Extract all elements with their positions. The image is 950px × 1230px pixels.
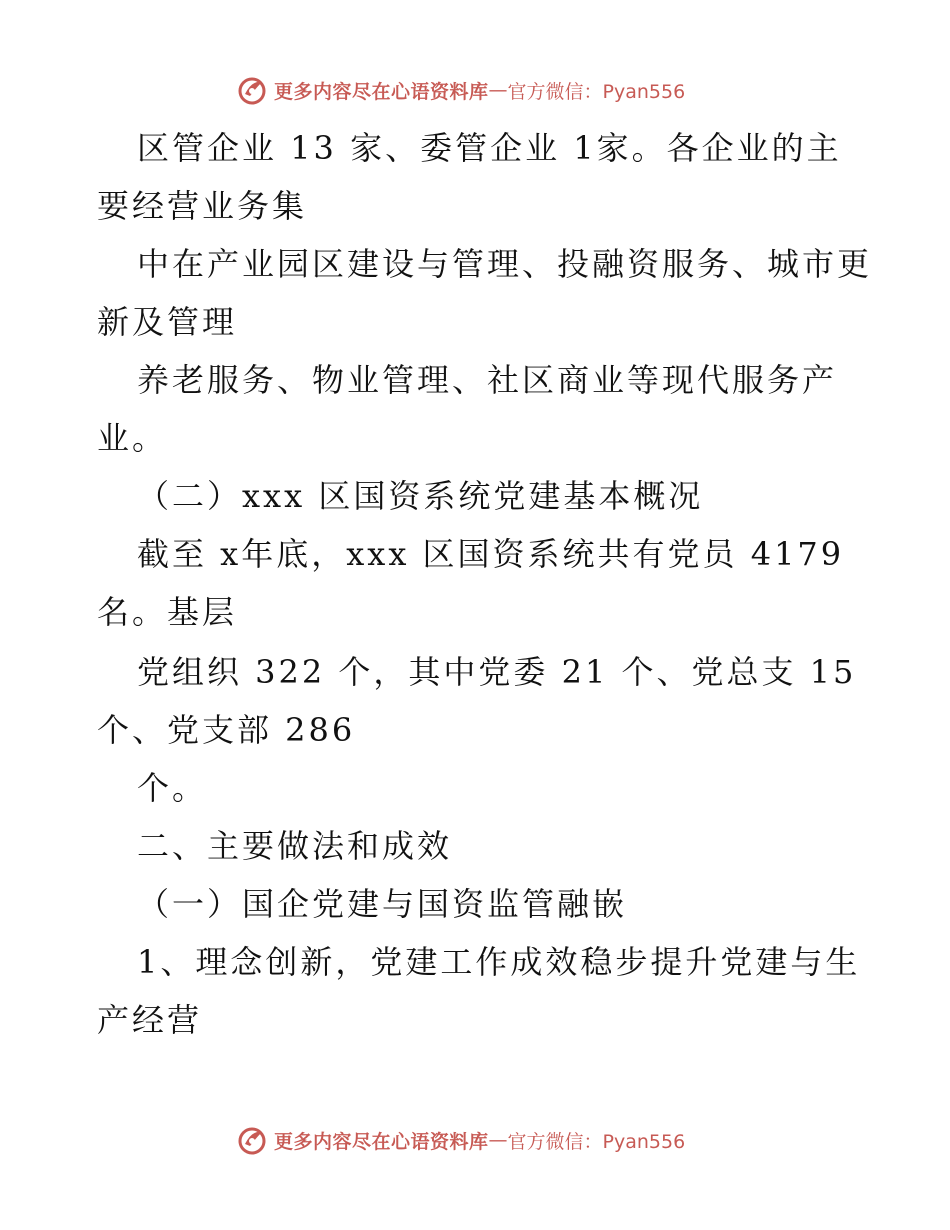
text-line: 要经营业务集 (97, 187, 308, 225)
text-line: 截至 x年底，xxx 区国资系统共有党员 4179 (137, 535, 845, 573)
section-heading: （一）国企党建与国资监管融嵌 (137, 885, 628, 923)
banner-contact-text: 官方微信：Pyan556 (507, 80, 686, 103)
text-line: 区管企业 13 家、委管企业 1家。各企业的主 (137, 129, 842, 167)
text-line: 业。 (97, 419, 168, 457)
banner-separator: — (488, 1129, 508, 1151)
banner-separator: — (488, 79, 508, 101)
text-line: 个、党支部 286 (97, 711, 356, 749)
header-banner (236, 72, 685, 108)
section-heading: （二）xxx 区国资系统党建基本概况 (137, 477, 704, 515)
section-heading: 二、主要做法和成效 (137, 827, 453, 865)
text-line: 中在产业园区建设与管理、投融资服务、城市更 (137, 245, 873, 283)
banner-main-text: 更多内容尽在心语资料库 (274, 1130, 489, 1153)
banner-main-text: 更多内容尽在心语资料库 (274, 80, 489, 103)
banner-contact-text: 官方微信：Pyan556 (507, 1130, 686, 1153)
text-line: 个。 (137, 769, 208, 807)
text-line: 产经营 (97, 1001, 203, 1039)
circular-logo-icon (236, 74, 268, 106)
text-line: 养老服务、物业管理、社区商业等现代服务产 (137, 361, 838, 399)
text-line: 党组织 322 个，其中党委 21 个、党总支 15 (137, 653, 857, 691)
text-line: 新及管理 (97, 303, 238, 341)
text-line: 名。基层 (97, 593, 238, 631)
text-line: 1、理念创新，党建工作成效稳步提升党建与生 (137, 943, 861, 981)
footer-banner (236, 1122, 685, 1158)
circular-logo-icon (236, 1124, 268, 1156)
